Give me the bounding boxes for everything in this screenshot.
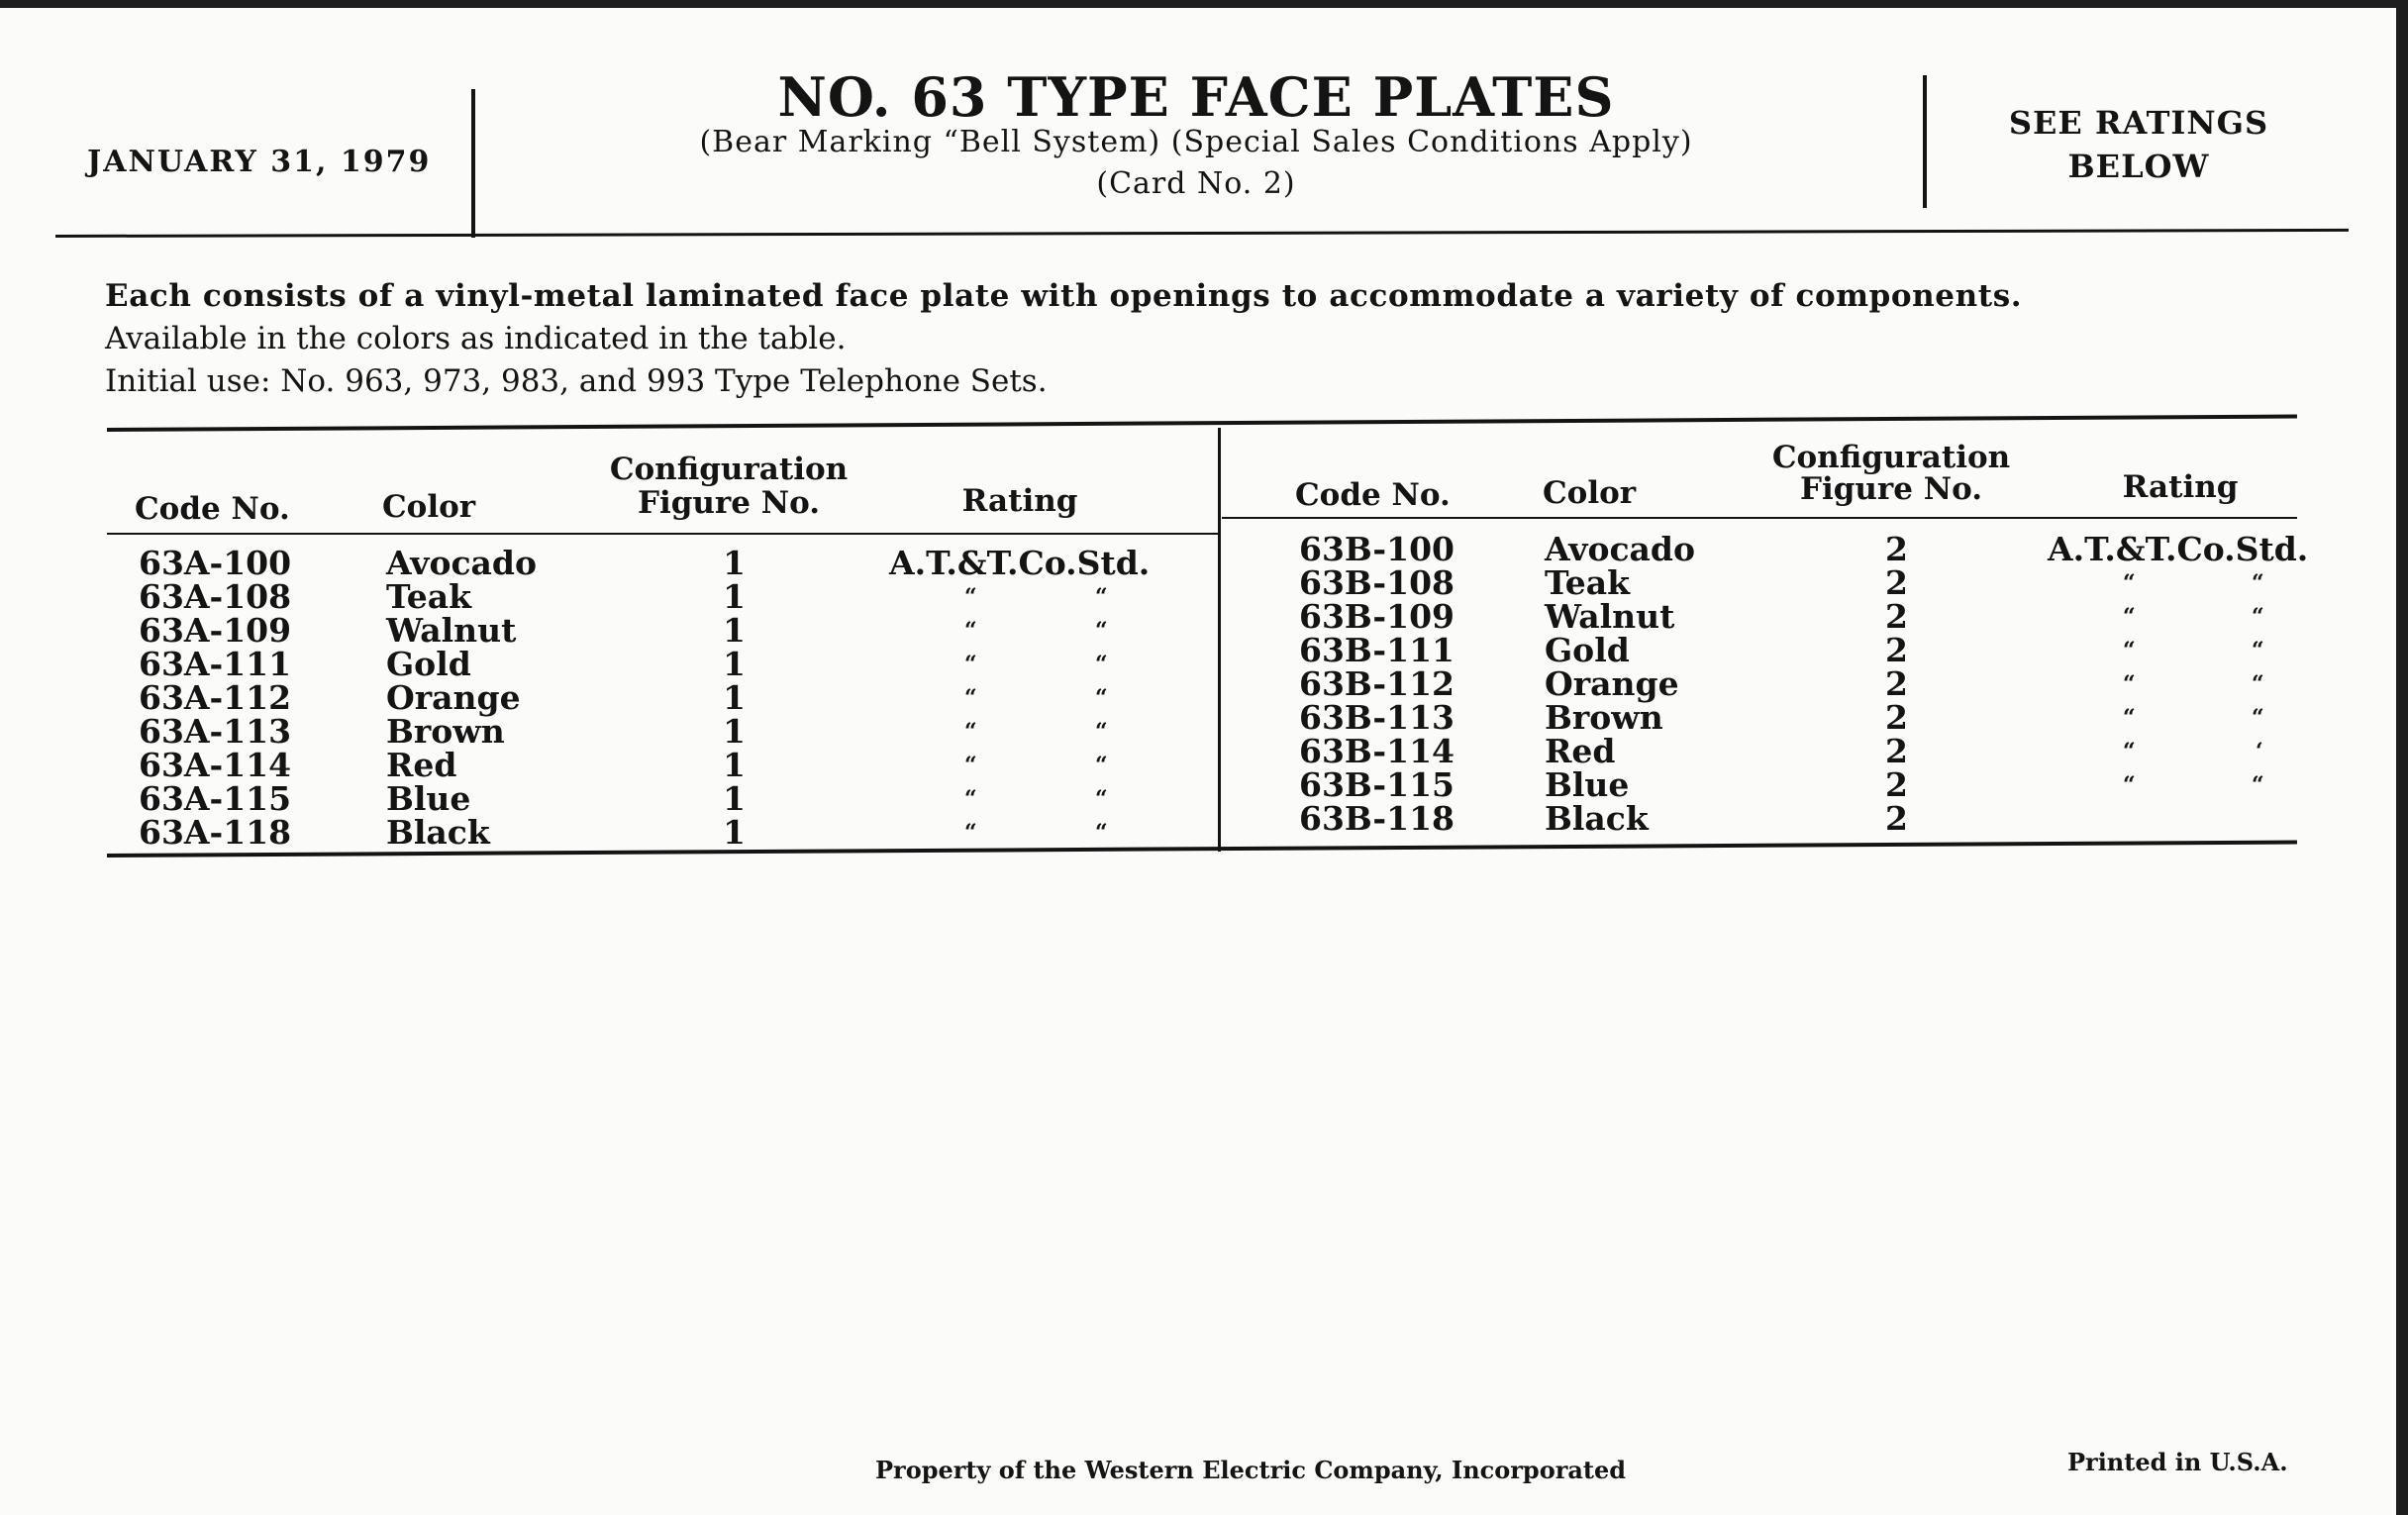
code-cell: 63A-118 (139, 813, 292, 852)
ditto-mark: “ (2252, 705, 2264, 731)
ditto-mark: “ (2123, 705, 2136, 731)
table-row (1299, 597, 2299, 636)
ditto-mark: “ (964, 719, 977, 745)
ratings-note-line2: BELOW (2067, 148, 2210, 185)
color-cell: Avocado (1545, 530, 1696, 568)
color-cell: Black (386, 813, 490, 852)
ditto-mark: “ (964, 786, 977, 812)
figure-cell: 2 (1885, 732, 1908, 770)
code-cell: 63A-109 (139, 611, 292, 650)
figure-cell: 1 (723, 611, 746, 650)
table-row (139, 779, 1208, 818)
page-title: NO. 63 TYPE FACE PLATES (777, 65, 1615, 129)
rating-cell: A.T.&T.Co.Std. (889, 544, 1151, 582)
code-cell: 63B-115 (1299, 765, 1455, 804)
ratings-note-line1: SEE RATINGS (2008, 104, 2269, 142)
figure-cell: 1 (723, 712, 746, 751)
header-rule (55, 229, 2349, 238)
left-header-rule (107, 533, 1218, 535)
code-cell: 63B-109 (1299, 597, 1455, 636)
description-line-3: Initial use: No. 963, 973, 983, and 993 Type Telephone Sets. (105, 363, 1048, 399)
table-row (139, 611, 1208, 650)
table-row (139, 678, 1208, 717)
ditto-mark: “ (1095, 786, 1108, 812)
left-header-config-1: Configuration (609, 452, 849, 487)
code-cell: 63B-118 (1299, 799, 1455, 838)
color-cell: Teak (386, 577, 472, 616)
table-row (139, 645, 1208, 683)
figure-cell: 2 (1885, 799, 1908, 838)
color-cell: Red (1545, 732, 1616, 770)
header-divider-right (1923, 75, 1927, 208)
right-header-rule (1222, 517, 2297, 519)
figure-cell: 1 (723, 645, 746, 683)
ditto-mark: “ (964, 618, 977, 644)
ratings-note (1941, 101, 2337, 188)
code-cell: 63B-100 (1299, 530, 1455, 568)
ditto-mark: “ (2252, 772, 2264, 798)
figure-cell: 1 (723, 678, 746, 717)
table-row (1299, 530, 2309, 568)
ditto-mark: “ (1095, 719, 1108, 745)
color-cell: Blue (386, 779, 471, 818)
figure-cell: 1 (723, 779, 746, 818)
color-cell: Gold (386, 645, 471, 683)
table-top-rule (107, 414, 2297, 432)
color-cell: Orange (386, 678, 521, 717)
code-cell: 63A-114 (139, 746, 292, 784)
table-row (139, 746, 1208, 784)
description-line-1: Each consists of a vinyl-metal laminated face plate with openings to accommodate a variety of components. (105, 278, 2023, 314)
ditto-mark: “ (964, 820, 977, 846)
ditto-mark: “ (1095, 820, 1108, 846)
left-table-body (139, 544, 1208, 852)
code-cell: 63A-113 (139, 712, 292, 751)
ditto-mark: “ (2123, 604, 2136, 630)
figure-cell: 1 (723, 813, 746, 852)
code-cell: 63B-114 (1299, 732, 1455, 770)
right-header-color: Color (1543, 475, 1637, 511)
right-header-config-2: Figure No. (1799, 471, 1983, 507)
table-row (139, 544, 1208, 582)
figure-cell: 2 (1885, 664, 1908, 703)
table-row (139, 813, 1208, 852)
figure-cell: 1 (723, 746, 746, 784)
figure-cell: 2 (1885, 597, 1908, 636)
ditto-mark: ‘ (2256, 739, 2263, 764)
ditto-mark: “ (2123, 570, 2136, 596)
ditto-mark: “ (1095, 685, 1108, 711)
table-row (139, 577, 1208, 616)
code-cell: 63B-112 (1299, 664, 1455, 703)
table-row (1299, 664, 2299, 703)
figure-cell: 2 (1885, 631, 1908, 669)
ditto-mark: “ (2252, 570, 2264, 596)
table-row (1299, 563, 2299, 602)
figure-cell: 2 (1885, 698, 1908, 737)
ditto-mark: “ (1095, 652, 1108, 677)
code-cell: 63A-108 (139, 577, 292, 616)
ditto-mark: “ (964, 753, 977, 778)
ditto-mark: “ (2123, 671, 2136, 697)
ditto-mark: “ (1095, 584, 1108, 610)
table-row (139, 712, 1208, 751)
catalog-card (0, 8, 2396, 1515)
table-center-divider (1218, 428, 1221, 852)
left-header-code: Code No. (135, 491, 290, 527)
ditto-mark: “ (1095, 753, 1108, 778)
right-header-config-1: Configuration (1771, 440, 2011, 475)
code-cell: 63A-100 (139, 544, 292, 582)
table-row (1299, 732, 2299, 770)
ditto-mark: “ (964, 584, 977, 610)
color-cell: Teak (1545, 563, 1631, 602)
left-header-rating: Rating (961, 483, 1078, 519)
description (105, 275, 2085, 403)
color-cell: Walnut (386, 611, 517, 650)
table-row (1299, 765, 2299, 804)
left-header-config-2: Figure No. (637, 485, 821, 521)
color-cell: Brown (386, 712, 505, 751)
ditto-mark: “ (2123, 772, 2136, 798)
printed-notice: Printed in U.S.A. (2067, 1448, 2288, 1476)
code-cell: 63B-108 (1299, 563, 1455, 602)
card-number: (Card No. 2) (1096, 166, 1296, 201)
right-header-code: Code No. (1295, 477, 1451, 513)
color-cell: Blue (1545, 765, 1630, 804)
figure-cell: 1 (723, 577, 746, 616)
left-header-color: Color (382, 489, 476, 525)
table-row (1299, 799, 2299, 838)
color-cell: Orange (1545, 664, 1679, 703)
card-date: JANUARY 31, 1979 (87, 145, 432, 179)
figure-cell: 1 (723, 544, 746, 582)
figure-cell: 2 (1885, 765, 1908, 804)
color-cell: Red (386, 746, 457, 784)
ditto-mark: “ (2252, 638, 2264, 663)
table-row (1299, 631, 2299, 669)
figure-cell: 2 (1885, 563, 1908, 602)
description-line-2: Available in the colors as indicated in the table. (105, 321, 847, 356)
ditto-mark: “ (2123, 739, 2136, 764)
table-row (1299, 698, 2299, 737)
ditto-mark: “ (2123, 638, 2136, 663)
code-cell: 63B-113 (1299, 698, 1455, 737)
ditto-mark: “ (1095, 618, 1108, 644)
code-cell: 63A-112 (139, 678, 292, 717)
color-cell: Gold (1545, 631, 1630, 669)
color-cell: Brown (1545, 698, 1663, 737)
right-table-body (1299, 530, 2309, 838)
figure-cell: 2 (1885, 530, 1908, 568)
color-cell: Walnut (1545, 597, 1675, 636)
rating-cell: A.T.&T.Co.Std. (2048, 530, 2309, 568)
color-cell: Avocado (386, 544, 538, 582)
code-cell: 63B-111 (1299, 631, 1455, 669)
ditto-mark: “ (964, 685, 977, 711)
property-notice: Property of the Western Electric Company, Incorporated (875, 1456, 1627, 1484)
ditto-mark: “ (2252, 671, 2264, 697)
page-subtitle: (Bear Marking “Bell System) (Special Sales Conditions Apply) (699, 125, 1693, 159)
ditto-mark: “ (2252, 604, 2264, 630)
right-header-rating: Rating (2122, 469, 2239, 505)
code-cell: 63A-111 (139, 645, 292, 683)
color-cell: Black (1545, 799, 1649, 838)
ditto-mark: “ (964, 652, 977, 677)
code-cell: 63A-115 (139, 779, 292, 818)
